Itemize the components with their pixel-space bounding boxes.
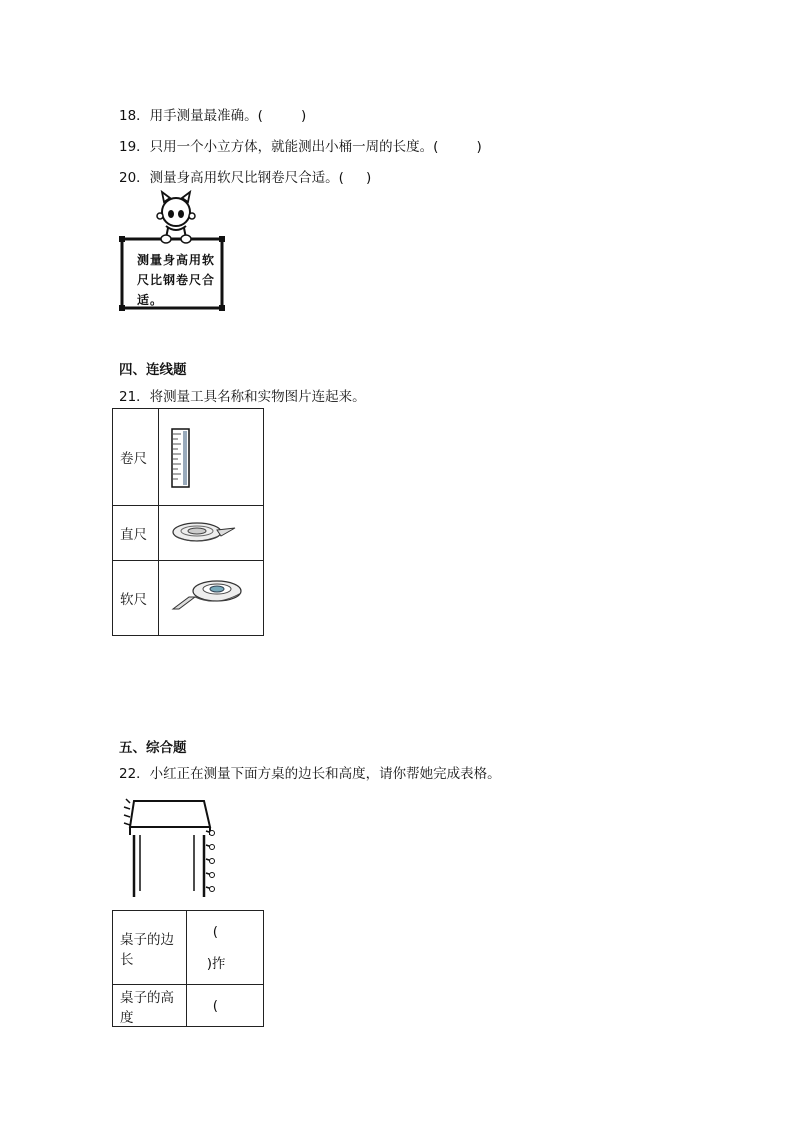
question-20: 20．测量身高用软尺比钢卷尺合适。( ) xyxy=(119,170,372,186)
answer-cell-height[interactable]: ( xyxy=(186,985,263,1027)
tool-image-cell xyxy=(159,409,264,506)
ruler-icon xyxy=(159,409,263,501)
tool-name-ruler: 直尺 xyxy=(113,506,159,561)
row-label-height: 桌子的高度 xyxy=(113,985,187,1027)
table-with-hands-icon xyxy=(120,795,220,903)
tool-image-cell xyxy=(159,561,264,636)
row-label-edge: 桌子的边长 xyxy=(113,911,187,985)
question-18: 18．用手测量最准确。( ) xyxy=(119,108,307,124)
question-19: 19．只用一个小立方体，就能测出小桶一周的长度。( ) xyxy=(119,139,482,155)
steel-tape-icon xyxy=(159,561,263,631)
table-row xyxy=(113,506,264,561)
measurement-table xyxy=(112,910,264,1027)
matching-table xyxy=(112,408,264,636)
tool-image-cell xyxy=(159,506,264,561)
section-5-heading: 五、综合题 xyxy=(119,740,187,756)
sign-text: 测量身高用软尺比钢卷尺合适。 xyxy=(137,253,216,307)
table-row xyxy=(113,409,264,506)
question-22: 22．小红正在测量下面方桌的边长和高度，请你帮她完成表格。 xyxy=(119,766,501,782)
table-row xyxy=(113,985,264,1027)
tool-name-soft: 软尺 xyxy=(113,561,159,636)
table-row xyxy=(113,911,264,985)
question-21: 21．将测量工具名称和实物图片连起来。 xyxy=(119,389,366,405)
tool-name-tape: 卷尺 xyxy=(113,409,159,506)
answer-cell-edge[interactable]: ( )拃 xyxy=(186,911,263,985)
tape-measure-icon xyxy=(159,506,263,556)
section-4-heading: 四、连线题 xyxy=(119,362,187,378)
table-row xyxy=(113,561,264,636)
